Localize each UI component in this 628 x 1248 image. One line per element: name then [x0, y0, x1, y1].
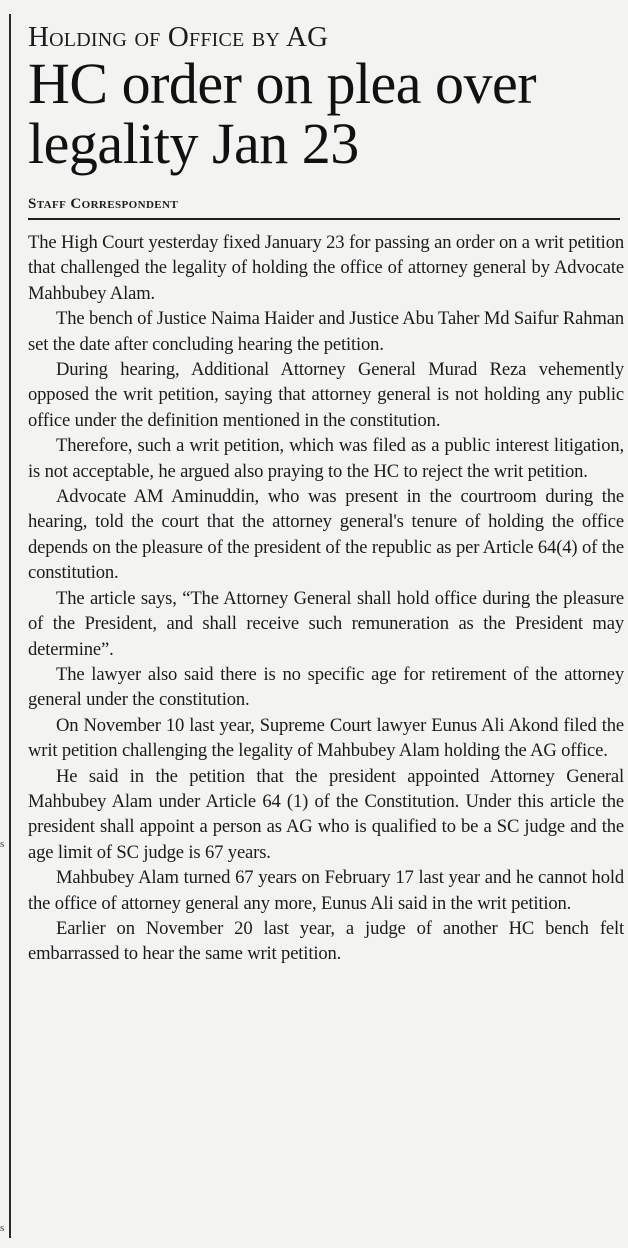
main-headline: HC order on plea over legality Jan 23: [28, 51, 537, 176]
kicker-headline: Holding of Office by AG: [28, 21, 329, 53]
byline-rule: [28, 218, 620, 220]
adjacent-column-fragment: s: [0, 838, 5, 850]
article-paragraph: The High Court yesterday fixed January 23 for passing an order on a writ petition that challenged the legality of holding the office of attorney general by Advocate Mahbubey Alam.: [28, 232, 624, 304]
article-body: [28, 230, 624, 967]
article-paragraph: He said in the petition that the president appointed Attorney General Mahbubey Alam under Article 64 (1) of the Constitution. Under this article the president shall appoint a person as AG who is qualified to be a SC judge and the age limit of SC judge is 67 years.: [28, 765, 624, 863]
article-paragraph: Therefore, such a writ petition, which was filed as a public interest litigation, is not acceptable, he argued also praying to the HC to reject the writ petition.: [28, 435, 624, 482]
adjacent-column-fragment: s: [0, 1222, 5, 1234]
byline: Staff Correspondent: [28, 196, 179, 212]
article-paragraph: The bench of Justice Naima Haider and Justice Abu Taher Md Saifur Rahman set the date after concluding hearing the petition.: [28, 308, 624, 355]
article-paragraph: The lawyer also said there is no specific age for retirement of the attorney general under the constitution.: [28, 663, 624, 711]
article-paragraph: Advocate AM Aminuddin, who was present in the courtroom during the hearing, told the court that the attorney general's tenure of holding the office depends on the pleasure of the president of the republic as per Article 64(4) of the constitution.: [28, 486, 624, 584]
article-paragraph: On November 10 last year, Supreme Court lawyer Eunus Ali Akond filed the writ petition challenging the legality of Mahbubey Alam holding the AG office.: [28, 714, 624, 762]
article-paragraph: Earlier on November 20 last year, a judge of another HC bench felt embarrassed to hear the same writ petition.: [28, 917, 624, 965]
article-paragraph: Mahbubey Alam turned 67 years on February 17 last year and he cannot hold the office of attorney general any more, Eunus Ali said in the writ petition.: [28, 867, 624, 914]
column-divider-rule: [9, 14, 11, 1238]
article-paragraph: The article says, “The Attorney General shall hold office during the pleasure of the President, and shall receive such remuneration as the President may determine”.: [28, 587, 624, 660]
news-article: [28, 0, 626, 967]
article-paragraph: During hearing, Additional Attorney General Murad Reza vehemently opposed the writ petition, saying that attorney general is not holding any public office under the definition mentioned in the constitution.: [28, 359, 624, 431]
